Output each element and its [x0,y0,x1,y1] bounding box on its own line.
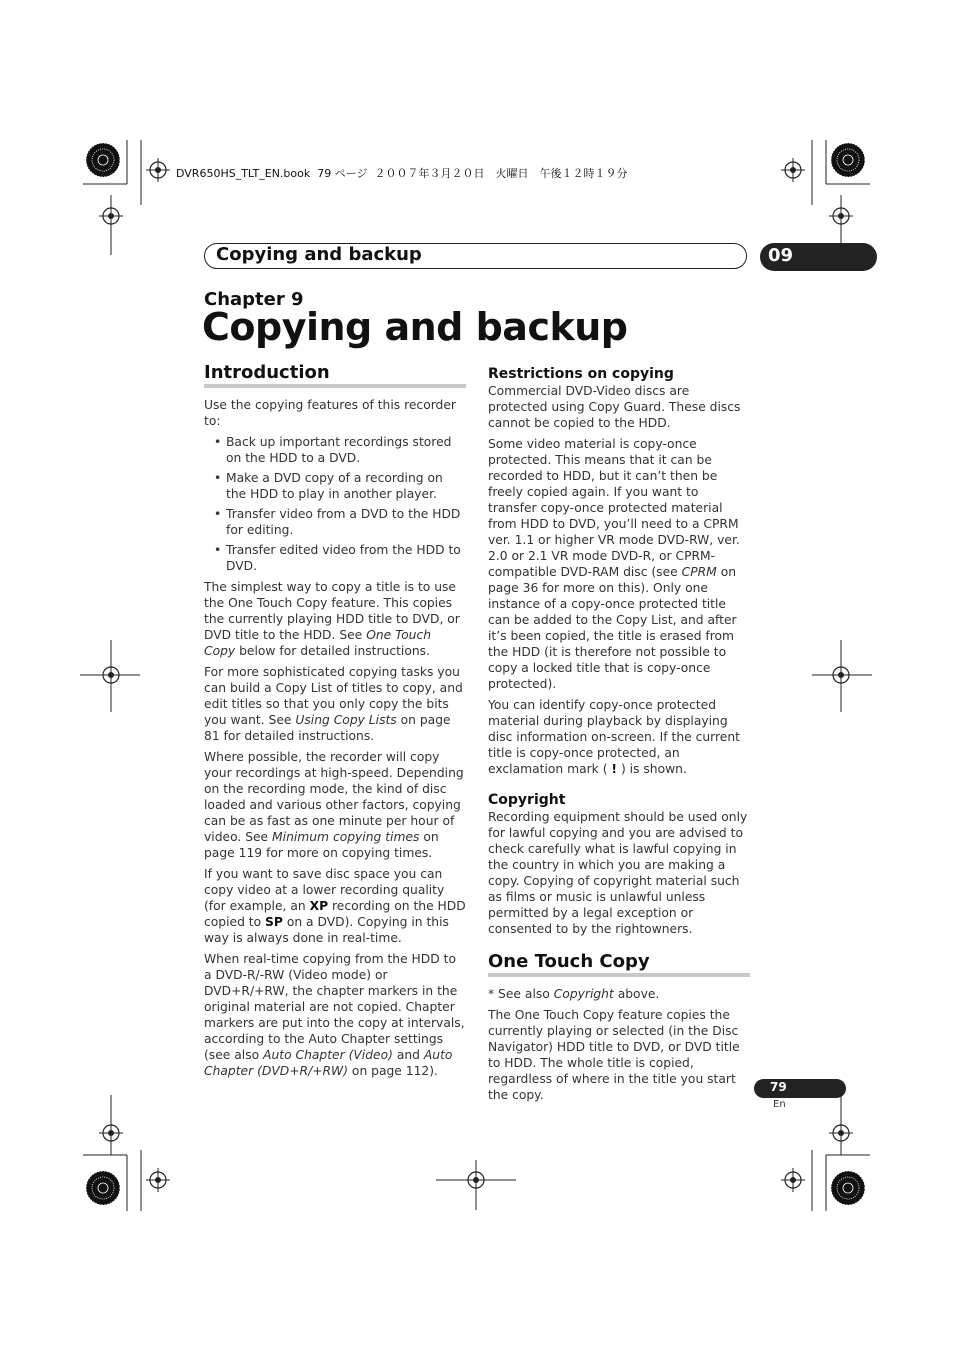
paragraph-quality: If you want to save disc space you can copy video at a lower recording quality (for example, an XP recording on the HDD copied to SP on a DVD). Copying in this way is always done in real-time. [204,867,466,945]
exclamation-mark-icon: ! [611,762,618,776]
heading-rule [488,973,750,977]
chapter-label: Chapter 9 [204,289,304,310]
paragraph-copy-once: Some video material is copy-once protected. This means that it can be recorded to HDD, but it can’t then be freely copied again. If you want to transfer copy-once protected material from HDD to DVD, you’ll need to a CPRM ver. 1.1 or higher VR mode DVD-RW, ver. 2.0 or 2.1 VR mode DVD-R, or CPRM-compatible DVD-RAM disc (see CPRM on page 36 for more on this). Only one instance of a copy-once protected title can be added to the Copy List, and after it’s been copied, the title is erased from the HDD (it is therefore not possible to copy a locked title that is copy-once protected). [488,437,740,691]
heading-rule [204,384,466,388]
restrictions-heading: Restrictions on copying [488,366,674,382]
paragraph-one-touch: The simplest way to copy a title is to use the One Touch Copy feature. This copies the currently playing HDD title to DVD, or DVD title to the HDD. See One Touch Copy below for detailed instructions. [204,580,460,658]
paragraph-identify: You can identify copy-once protected material during playback by displaying disc information on-screen. If the current title is copy-once protected, an exclamation mark ( ! ) is shown. [488,698,740,776]
copyright-heading: Copyright [488,792,566,808]
xp-mode: XP [309,899,329,913]
list-item: • Back up important recordings stored on the HDD to a DVD. [204,434,466,466]
paragraph-high-speed: Where possible, the recorder will copy your recordings at high-speed. Depending on the recording mode, the kind of disc loaded and various other factors, copying can be as fast as one minute per hour of video. See Minimum copying times on page 119 for more on copying times. [204,750,464,860]
link-auto-chapter-dvdr: Auto Chapter (DVD+R/+RW) [204,1048,453,1078]
one-touch-copy-heading: One Touch Copy [488,951,650,972]
sp-mode: SP [265,915,283,929]
link-copyright: Copyright [553,987,614,1001]
book-file-line: DVR650HS_TLT_EN.book 79 ページ ２００７年３月２０日 火曜日 午後１２時１９分 [176,167,628,180]
link-minimum-copying-times: Minimum copying times [272,830,420,844]
list-item: • Transfer video from a DVD to the HDD for editing. [204,506,466,538]
list-item: • Make a DVD copy of a recording on the HDD to play in another player. [204,470,466,502]
section-header-title: Copying and backup [216,244,422,265]
introduction-heading: Introduction [204,362,330,383]
paragraph-copyright: Recording equipment should be used only for lawful copying and you are advised to check carefully what is lawful copying in the country in which you are making a copy. Copying of copyright material such as films or music is unlawful unless permitted by a legal exception or consented to by the rightowners. [488,810,748,936]
left-column [204,362,466,1084]
link-auto-chapter-video: Auto Chapter (Video) [263,1048,393,1062]
paragraph-copy-guard: Commercial DVD-Video discs are protected using Copy Guard. These discs cannot be copied to the HDD. [488,384,741,430]
link-cprm: CPRM [681,565,717,579]
intro-text: Use the copying features of this recorder to: [204,398,456,428]
link-one-touch-copy: One Touch Copy [204,628,431,658]
page-title: Copying and backup [202,305,628,349]
page-number-badge [754,1079,846,1098]
see-also-note: * See also Copyright above. [488,987,660,1001]
feature-list [204,434,466,574]
link-using-copy-lists: Using Copy Lists [295,713,397,727]
right-column [488,366,750,1108]
page-language: En [773,1099,786,1110]
paragraph-copy-list: For more sophisticated copying tasks you can build a Copy List of titles to copy, and edit titles so that you only copy the bits you want. See Using Copy Lists on page 81 for detailed instructions. [204,665,463,743]
paragraph-chapter-markers: When real-time copying from the HDD to a DVD-R/-RW (Video mode) or DVD+R/+RW, the chapter markers in the original material are not copied. Chapter markers are put into the copy at intervals, according to the Auto Chapter settings (see also Auto Chapter (Video) and Auto Chapter (DVD+R/+RW) on page 112). [204,952,465,1078]
chapter-number: 09 [768,245,794,266]
paragraph-one-touch-copy: The One Touch Copy feature copies the currently playing or selected (in the Disc Navigator) HDD title to DVD, or DVD title to HDD. The whole title is copied, regardless of where in the title you start the copy. [488,1008,740,1102]
list-item: • Transfer edited video from the HDD to DVD. [204,542,466,574]
page-number: 79 [770,1080,787,1094]
